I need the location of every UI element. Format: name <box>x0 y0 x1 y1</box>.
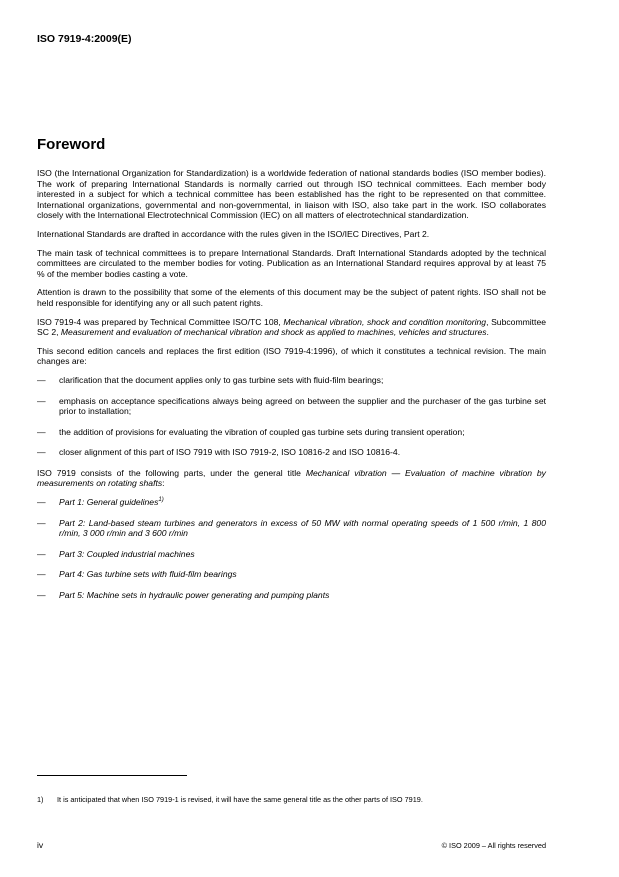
paragraph-main-task: The main task of technical committees is to prepare International Standards. Draft International Standards adopted by the technical committees are circulated to the member bodies for voting. Publication as an International Standard requires approval by at least 75 % of the member bodies casting a vote. <box>37 247 546 279</box>
paragraph-patent: Attention is drawn to the possibility that some of the elements of this document may be the subject of patent rights. ISO shall not be held responsible for identifying any or all such patent rights. <box>37 287 546 308</box>
section-title: Foreword <box>37 136 106 153</box>
document-header: ISO 7919-4:2009(E) <box>37 33 132 45</box>
paragraph-prepared-by: ISO 7919-4 was prepared by Technical Committee ISO/TC 108, Mechanical vibration, shock and condition monitoring, Subcommittee SC 2, Measurement and evaluation of mechanical vibration and shock as applied to machines, vehicles and structures. <box>37 316 547 338</box>
list-item-part-2: — Part 2: Land-based steam turbines and generators in excess of 50 MW with normal operating speeds of 1 500 r/min, 1 800 r/min, 3 000 r/min and 3 600 r/min <box>37 517 546 539</box>
list-item: — emphasis on acceptance specifications always being agreed on between the supplier and the purchaser of the gas turbine set prior to installation; <box>37 395 546 417</box>
list-item-part-1: — Part 1: General guidelines$^{1)}$ <box>37 497 164 508</box>
list-item-part-5: — Part 5: Machine sets in hydraulic power generating and pumping plants <box>37 590 330 601</box>
footnote-separator <box>37 775 187 776</box>
footnote-ref[interactable]: 1) <box>158 497 164 504</box>
parts-list <box>37 497 546 601</box>
paragraph-directives: International Standards are drafted in accordance with the rules given in the ISO/IEC Directives, Part 2. <box>37 228 430 239</box>
list-item: — the addition of provisions for evaluating the vibration of coupled gas turbine sets during transient operation; <box>37 426 465 437</box>
list-item: — closer alignment of this part of ISO 7919 with ISO 7919-2, ISO 10816-2 and ISO 10816-4. <box>37 447 401 458</box>
paragraph-iso-intro: ISO (the International Organization for Standardization) is a worldwide federation of national standards bodies (ISO member bodies). The work of preparing International Standards is normally carried out through ISO technical committees. Each member body interested in a subject for which a technical committee has been established has the right to be represented on that committee. International organizations, governmental and non-governmental, in liaison with ISO, also take part in the work. ISO collaborates closely with the International Electrotechnical Commission (IEC) on all matters of electrotechnical standardization. <box>37 168 546 221</box>
copyright-notice: © ISO 2009 – All rights reserved <box>441 841 546 850</box>
list-item-part-3: — Part 3: Coupled industrial machines <box>37 548 195 559</box>
foreword-body <box>37 168 546 611</box>
list-item: — clarification that the document applies only to gas turbine sets with fluid-film bearings; <box>37 374 384 385</box>
paragraph-second-edition: This second edition cancels and replaces the first edition (ISO 7919-4:1996), of which it constitutes a technical revision. The main changes are: <box>37 345 546 367</box>
page-number: iv <box>37 840 44 850</box>
list-item-part-4: — Part 4: Gas turbine sets with fluid-film bearings <box>37 569 237 580</box>
footnote: 1) It is anticipated that when ISO 7919-1 is revised, it will have the same general title as the other parts of ISO 7919. <box>37 795 423 804</box>
paragraph-parts-intro: ISO 7919 consists of the following parts, under the general title Mechanical vibration — Evaluation of machine vibration by measurements on rotating shafts: <box>37 467 546 489</box>
